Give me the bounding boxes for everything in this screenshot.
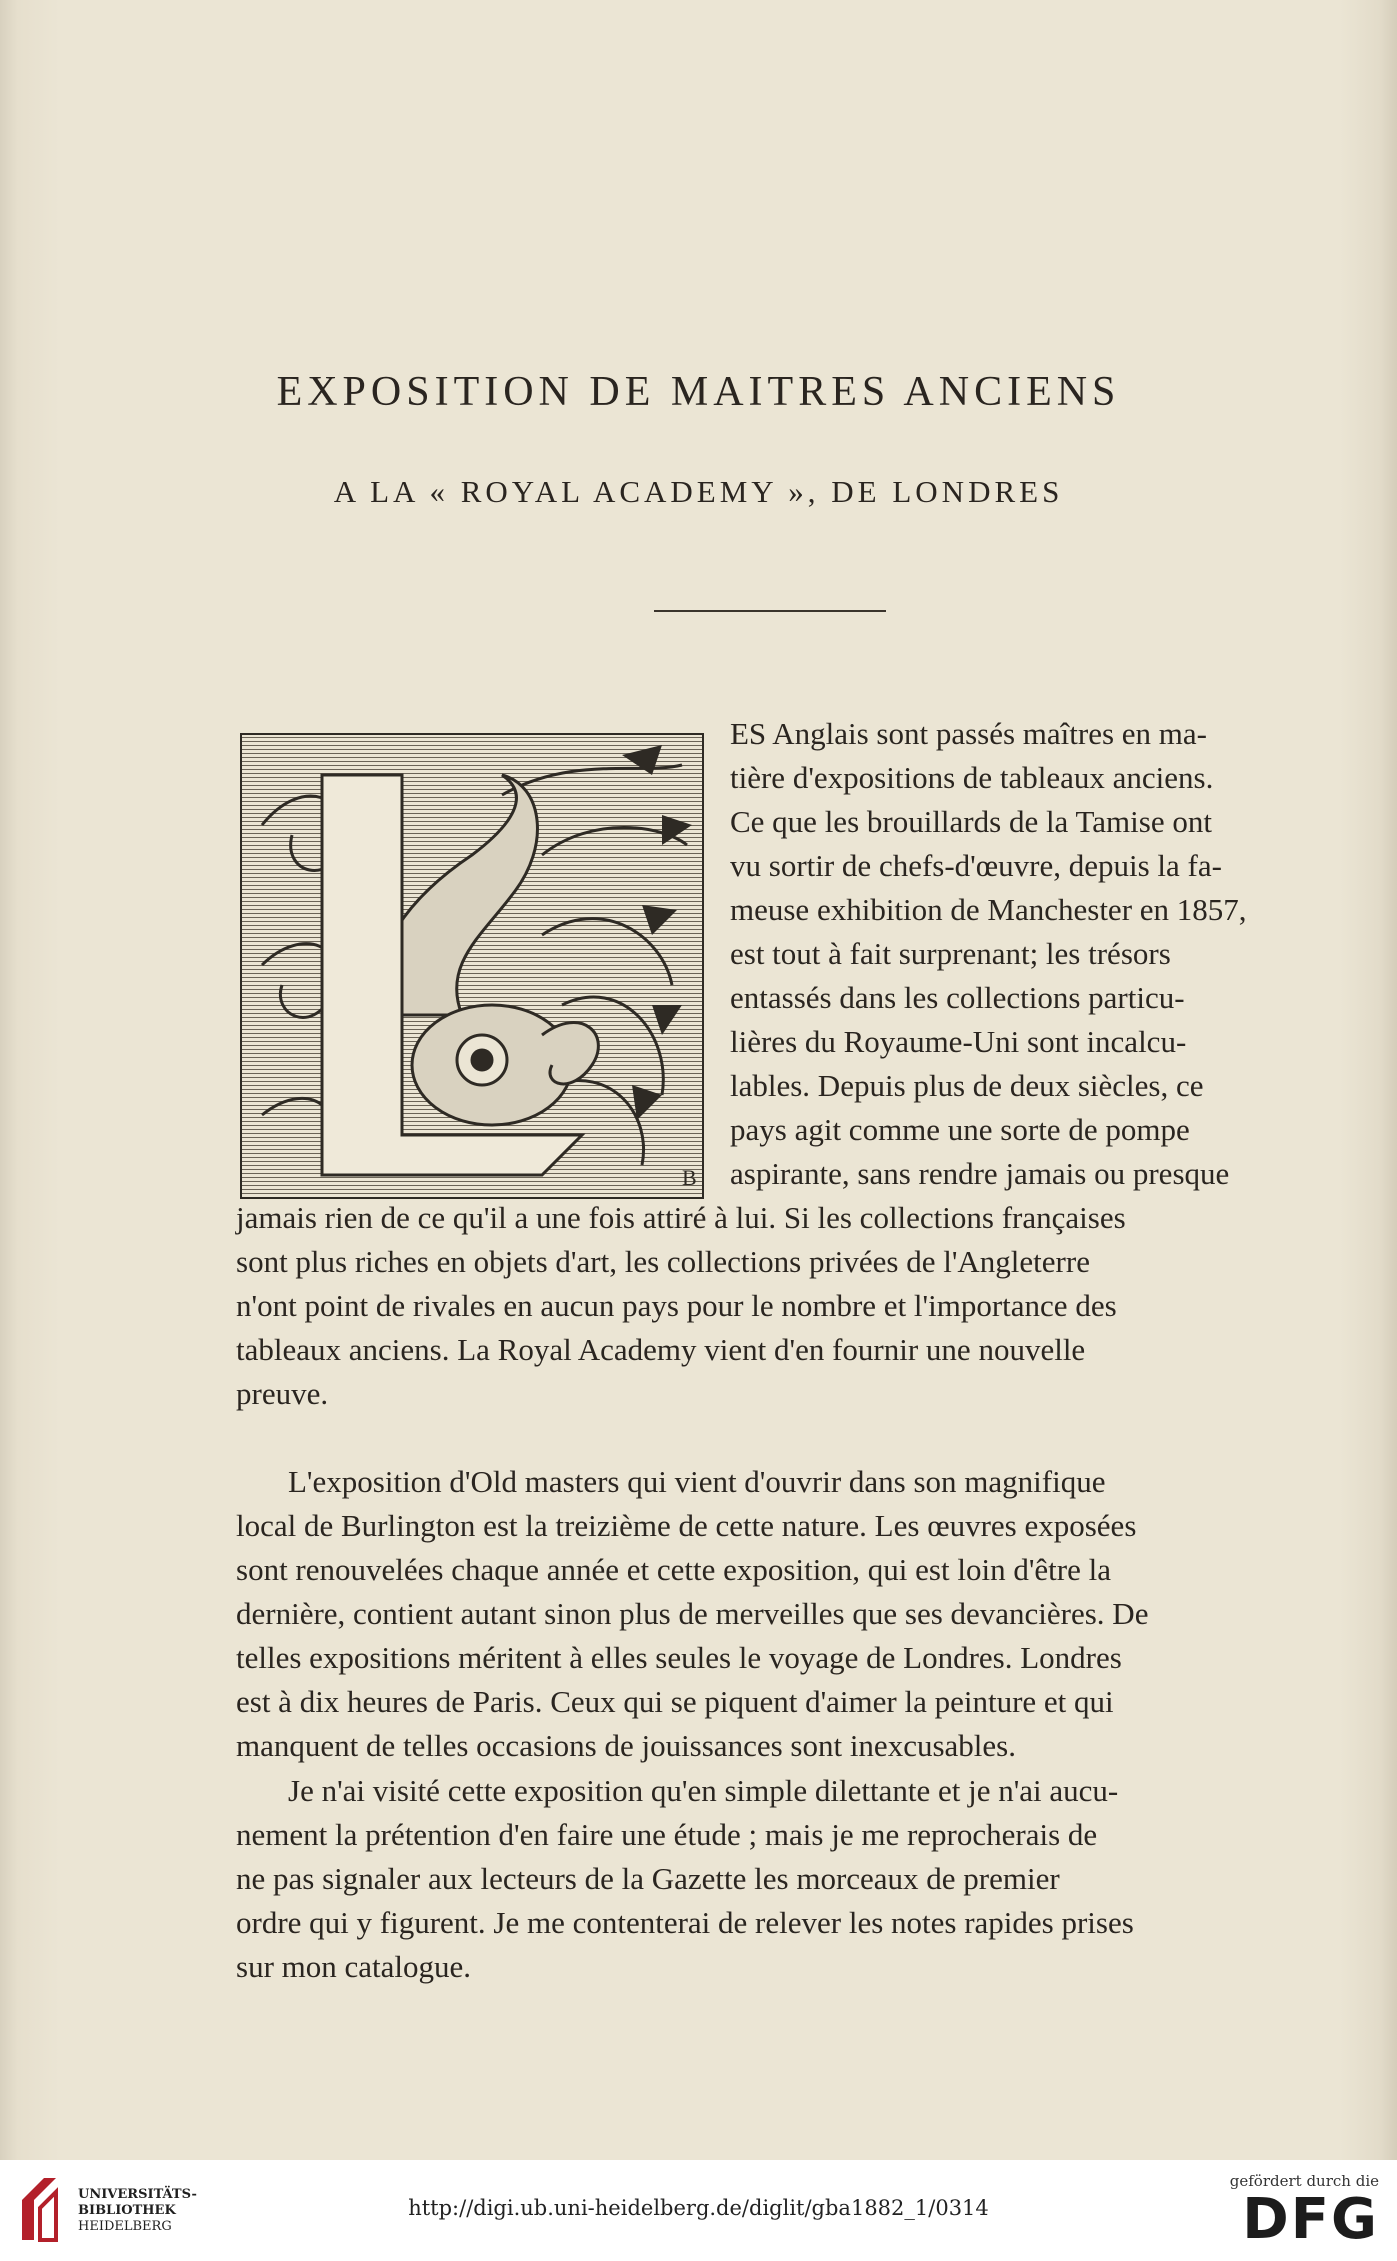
text-line: Je n'ai visité cette exposition qu'en simple dilettante et je n'ai aucu- bbox=[288, 1773, 1119, 1808]
text-line: L'exposition d'Old masters qui vient d'ouvrir dans son magnifique bbox=[288, 1464, 1106, 1499]
text-line: lables. Depuis plus de deux siècles, ce bbox=[730, 1068, 1204, 1103]
text-line: n'ont point de rivales en aucun pays pour le nombre et l'importance des bbox=[236, 1288, 1117, 1323]
paragraph-2 bbox=[236, 1460, 1300, 1768]
text-line: sont renouvelées chaque année et cette exposition, qui est loin d'être la bbox=[236, 1552, 1111, 1587]
text-line: tière d'expositions de tableaux anciens. bbox=[730, 760, 1214, 795]
text-line: lières du Royaume-Uni sont incalcu- bbox=[730, 1024, 1187, 1059]
article-subtitle: A LA « ROYAL ACADEMY », DE LONDRES bbox=[333, 474, 1064, 509]
text-line: telles expositions méritent à elles seules le voyage de Londres. Londres bbox=[236, 1640, 1122, 1675]
paragraph-1 bbox=[236, 1196, 1300, 1416]
text-line: local de Burlington est la treizième de cette nature. Les œuvres exposées bbox=[236, 1508, 1137, 1543]
text-line: nement la prétention d'en faire une étude ; mais je me reprocherais de bbox=[236, 1817, 1098, 1852]
text-line: Ce que les brouillards de la Tamise ont bbox=[730, 804, 1212, 839]
text-line: preuve. bbox=[236, 1376, 329, 1411]
ornamental-initial-art bbox=[242, 735, 702, 1197]
text-line: meuse exhibition de Manchester en 1857, bbox=[730, 892, 1247, 927]
text-line: sur mon catalogue. bbox=[236, 1949, 472, 1984]
text-line: vu sortir de chefs-d'œuvre, depuis la fa- bbox=[730, 848, 1222, 883]
text-line: est tout à fait surprenant; les trésors bbox=[730, 936, 1171, 971]
text-line: aspirante, sans rendre jamais ou presque bbox=[730, 1156, 1230, 1191]
text-line: entassés dans les collections particu- bbox=[730, 980, 1185, 1015]
text-line: dernière, contient autant sinon plus de merveilles que ses devancières. De bbox=[236, 1596, 1149, 1631]
funding-note: gefördert durch die bbox=[1229, 2172, 1379, 2190]
text-line: pays agit comme une sorte de pompe bbox=[730, 1112, 1190, 1147]
text-line: tableaux anciens. La Royal Academy vient d'en fournir une nouvelle bbox=[236, 1332, 1086, 1367]
text-line: ES Anglais sont passés maîtres en ma- bbox=[730, 716, 1207, 751]
text-line: jamais rien de ce qu'il a une fois attiré à lui. Si les collections françaises bbox=[236, 1200, 1126, 1235]
title-divider bbox=[654, 610, 886, 612]
text-line: est à dix heures de Paris. Ceux qui se piquent d'aimer la peinture et qui bbox=[236, 1684, 1114, 1719]
text-line: manquent de telles occasions de jouissances sont inexcusables. bbox=[236, 1728, 1016, 1763]
permalink-url[interactable]: http://digi.ub.uni-heidelberg.de/diglit/gba1882_1/0314 bbox=[408, 2196, 989, 2220]
dfg-logo: DFG bbox=[1242, 2187, 1379, 2252]
library-name: UNIVERSITÄTS- BIBLIOTHEK HEIDELBERG bbox=[78, 2187, 197, 2234]
ornamental-initial bbox=[240, 733, 704, 1199]
text-line: ordre qui y figurent. Je me contenterai de relever les notes rapides prises bbox=[236, 1905, 1134, 1940]
initial-signature: B bbox=[682, 1165, 697, 1190]
article-title: EXPOSITION DE MAITRES ANCIENS bbox=[276, 369, 1121, 415]
paragraph-3 bbox=[236, 1769, 1300, 1989]
text-line: ne pas signaler aux lecteurs de la Gazette les morceaux de premier bbox=[236, 1861, 1060, 1896]
narrow-column-text bbox=[730, 712, 1300, 1196]
text-line: sont plus riches en objets d'art, les collections privées de l'Angleterre bbox=[236, 1244, 1090, 1279]
